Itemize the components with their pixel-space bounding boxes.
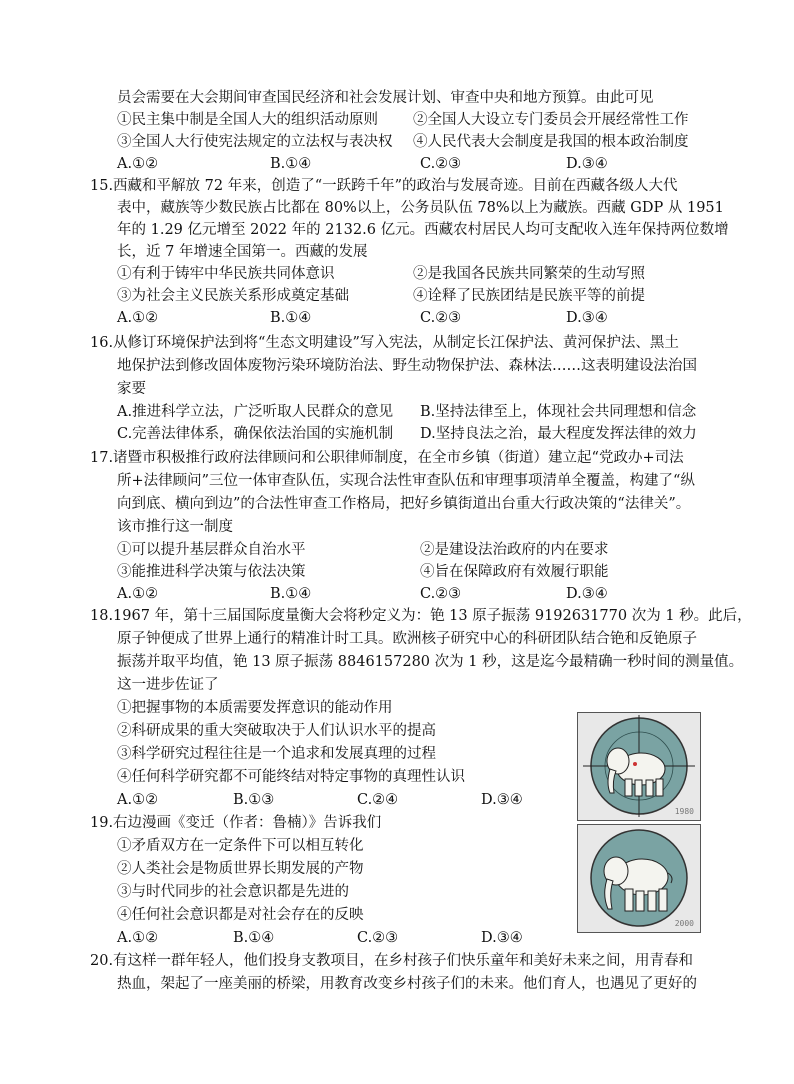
q18-stem-line-2: 原子钟便成了世界上通行的精准计时工具。欧洲核子研究中心的科研团队结合铯和反铯原子 [117,631,697,647]
q17-option-a: A.①② [117,586,159,602]
q14-statement-2: ②全国人大设立专门委员会开展经常性工作 [413,112,689,128]
q20-stem-line-2: 热血，架起了一座美丽的桥梁，用教育改变乡村孩子们的未来。他们育人，也遇见了更好的 [117,976,697,992]
q17-statement-3: ③能推进科学决策与依法决策 [117,564,306,580]
q17-stem-line-3: 向到底、横向到边”的合法性审查工作格局，把好乡镇街道出台重大行政决策的“法律关”。 [117,496,691,512]
q17-stem-line-1: 17.诸暨市积极推行政府法律顾问和公职律师制度，在全市乡镇（街道）建立起“党政办+司法 [90,450,684,466]
cartoon-panel-top [577,712,701,821]
q16-stem-line-2: 地保护法到修改固体废物污染环境防治法、野生动物保护法、森林法……这表明建设法治国 [117,358,697,374]
q14-option-b: B.①④ [270,156,312,172]
q15-statement-2: ②是我国各民族共同繁荣的生动写照 [413,266,645,282]
q18-option-a: A.①② [117,792,159,808]
q15-statement-3: ③为社会主义民族关系形成奠定基础 [117,288,349,304]
q15-option-b: B.①④ [270,310,312,326]
q18-statement-4: ④任何科学研究都不可能终结对特定事物的真理性认识 [117,769,465,785]
q14-option-c: C.②③ [420,156,462,172]
cartoon-year-stamp-top: 1980 [674,807,694,816]
q18-stem-line-1: 18.1967 年，第十三届国际度量衡大会将秒定义为：铯 13 原子振荡 9192631770 次为 1 秒。此后， [90,608,752,624]
q19-statement-1: ①矛盾双方在一定条件下可以相互转化 [117,838,364,854]
q15-option-c: C.②③ [420,310,462,326]
q19-statement-3: ③与时代同步的社会意识都是先进的 [117,884,349,900]
q16-stem-line-1: 16.从修订环境保护法到将“生态文明建设”写入宪法，从制定长江保护法、黄河保护法、黑土 [90,335,679,351]
q17-statement-4: ④旨在保障政府有效履行职能 [420,564,609,580]
q17-option-d: D.③④ [566,586,608,602]
q15-statement-1: ①有利于铸牢中华民族共同体意识 [117,266,335,282]
q17-option-c: C.②③ [420,586,462,602]
q18-statement-1: ①把握事物的本质需要发挥意识的能动作用 [117,700,393,716]
q17-statement-1: ①可以提升基层群众自治水平 [117,542,306,558]
elephant-in-crosshair-image [578,713,700,820]
q15-option-a: A.①② [117,310,159,326]
q14-option-a: A.①② [117,156,159,172]
q19-statement-2: ②人类社会是物质世界长期发展的产物 [117,861,364,877]
q16-option-c: C.完善法律体系，确保依法治国的实施机制 [117,426,394,442]
q16-option-a: A.推进科学立法，广泛听取人民群众的意见 [117,404,394,420]
q19-option-a: A.①② [117,930,159,946]
q14-statement-4: ④人民代表大会制度是我国的根本政治制度 [413,134,689,150]
q16-stem-line-3: 家要 [117,381,146,397]
q18-option-c: C.②④ [357,792,399,808]
q15-stem-line-1: 15.西藏和平解放 72 年来，创造了“一跃跨千年”的政治与发展奇迹。目前在西藏各级人大代 [90,178,678,194]
q18-statement-3: ③科学研究过程往往是一个追求和发展真理的过程 [117,746,436,762]
q15-option-d: D.③④ [566,310,608,326]
q14-statement-3: ③全国人大行使宪法规定的立法权与表决权 [117,134,393,150]
q18-stem-line-4: 这一进步佐证了 [117,677,219,693]
q19-option-b: B.①④ [233,930,275,946]
q19-option-d: D.③④ [481,930,523,946]
q17-option-b: B.①④ [270,586,312,602]
q16-option-b: B.坚持法律至上，体现社会共同理想和信念 [420,404,697,420]
q15-stem-line-3: 年的 1.29 亿元增至 2022 年的 2132.6 亿元。西藏农村居民人均可支配收入连年保持两位数增 [117,222,729,238]
q20-stem-line-1: 20.有这样一群年轻人，他们投身支教项目，在乡村孩子们快乐童年和美好未来之间，用青春和 [90,953,694,969]
cartoon-year-stamp-bottom: 2000 [674,919,694,928]
q19-option-c: C.②③ [357,930,399,946]
q14-option-d: D.③④ [566,156,608,172]
q18-option-b: B.①③ [233,792,275,808]
q17-stem-line-4: 该市推行这一制度 [117,519,233,535]
q18-stem-line-3: 振荡并取平均值，铯 13 原子振荡 8846157280 次为 1 秒，这是迄今最精确一秒时间的测量值。 [117,654,744,670]
q18-option-d: D.③④ [481,792,523,808]
q15-stem-line-4: 长，近 7 年增速全国第一。西藏的发展 [117,244,368,260]
q14-stem: 员会需要在大会期间审查国民经济和社会发展计划、审查中央和地方预算。由此可见 [117,90,654,106]
q18-statement-2: ②科研成果的重大突破取决于人们认识水平的提高 [117,723,436,739]
q17-statement-2: ②是建设法治政府的内在要求 [420,542,609,558]
q19-statement-4: ④任何社会意识都是对社会存在的反映 [117,907,364,923]
q15-statement-4: ④诠释了民族团结是民族平等的前提 [413,288,645,304]
cartoon-panel-bottom [577,824,701,933]
q19-stem: 19.右边漫画《变迁（作者：鲁楠）》告诉我们 [90,815,382,831]
q17-stem-line-2: 所+法律顾问”三位一体审查队伍，实现合法性审查队伍和审理事项清单全覆盖，构建了“纵 [117,473,695,489]
q14-statement-1: ①民主集中制是全国人大的组织活动原则 [117,112,378,128]
q16-option-d: D.坚持良法之治，最大程度发挥法律的效力 [420,426,697,442]
q15-stem-line-2: 表中，藏族等少数民族占比都在 80%以上，公务员队伍 78%以上为藏族。西藏 GDP 从 1951 [117,200,724,216]
elephant-in-circle-image [578,825,700,932]
